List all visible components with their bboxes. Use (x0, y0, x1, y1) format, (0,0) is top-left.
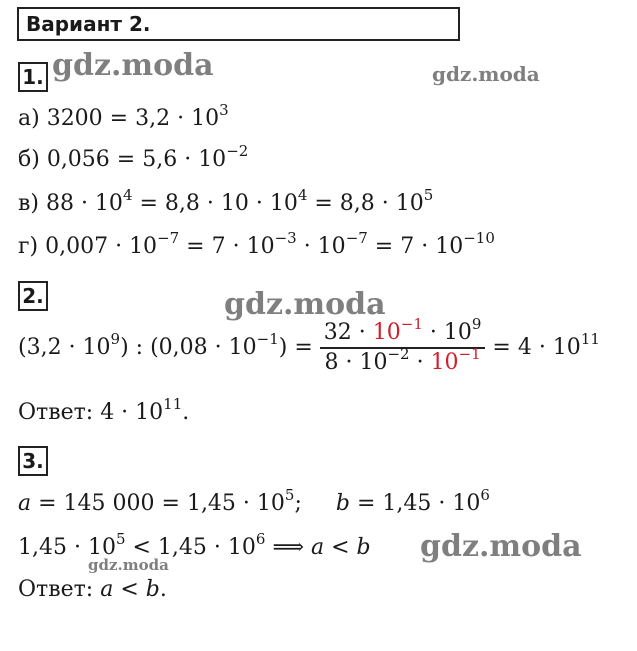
watermark-logo: gdz.moda (88, 556, 169, 574)
task-3-line-2: $1,45 \cdot 10^5 < 1,45 \cdot 10^6$ ⟹ a < b (18, 530, 371, 560)
task-1-line-a: а) $3200 = 3,2 \cdot 10^3$ (18, 101, 229, 131)
fraction-denominator: $8 \cdot 10^{-2} \cdot 10^{-1}$ (324, 345, 481, 375)
watermark-logo: gdz.moda (52, 48, 214, 83)
task-3-line-1: a = 145 $000 = 1,45 \cdot 10^5$; $b = 1,45 \cdot 10^6$ (18, 486, 490, 516)
watermark-logo: gdz.moda (420, 529, 582, 564)
task-2-answer: Ответ: $4 \cdot 10^{11}$. (18, 395, 190, 425)
task-2-expression: $(3,2 \cdot 10^9)$ : $(0,08 \cdot 10^{-1})$ = $\frac{32 \cdot 10^{-1} \cdot 10^9}{8 \cdot 10^{-2} \cdot 10^{-1}}$ = $4 \cdot 10^{11}$ (18, 315, 600, 375)
task-2-number: 2. (18, 281, 48, 311)
task-1-line-b: б) $0,056 = 5,6 \cdot 10^{-2}$ (18, 142, 249, 172)
task-1-line-c: в) $88 \cdot 10^4 = 8,8 \cdot 10 \cdot 10^4 = 8,8 \cdot 10^5$ (18, 186, 434, 216)
variant-header (17, 7, 460, 41)
watermark-logo: gdz.moda (432, 62, 540, 86)
task-1-line-d: г) $0,007 \cdot 10^{-7} = 7 \cdot 10^{-3} \cdot 10^{-7} = 7 \cdot 10^{-10}$ (18, 229, 495, 259)
task-1-number: 1. (18, 62, 48, 92)
variant-title: Вариант 2. (26, 12, 151, 36)
task-2-fraction (320, 315, 486, 375)
task-3-answer: Ответ: a < b. (18, 577, 167, 602)
watermark-logo: gdz.moda (224, 287, 386, 322)
fraction-numerator: $32 \cdot 10^{-1} \cdot 10^9$ (320, 322, 486, 349)
task-3-number: 3. (18, 446, 48, 476)
